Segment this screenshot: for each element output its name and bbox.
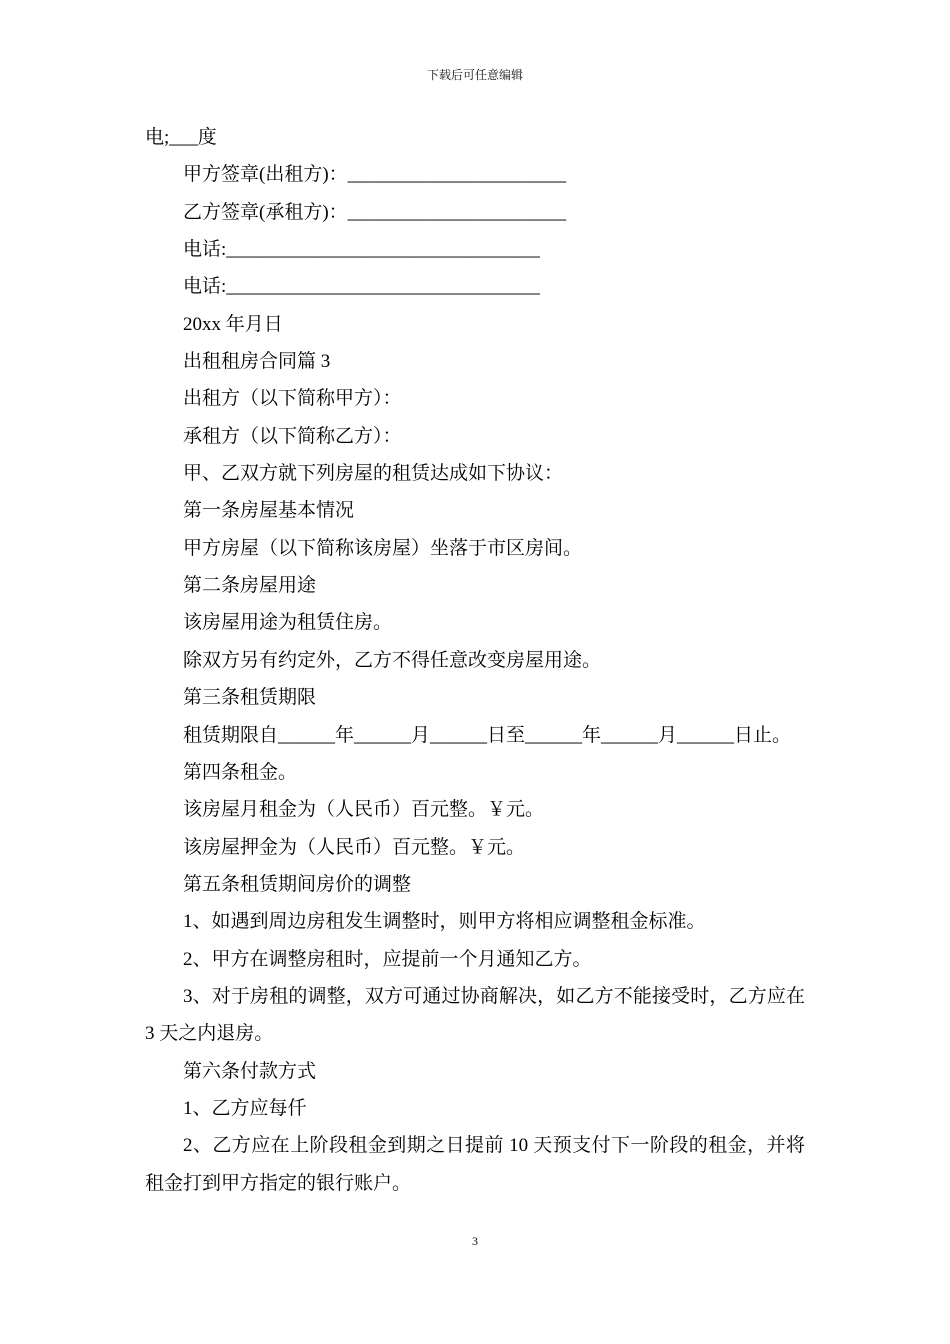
lessor-line: 出租方（以下简称甲方）： xyxy=(183,388,402,410)
article-3-heading: 第三条租赁期限 xyxy=(183,687,317,709)
article-5-item: 2、甲方在调整房租时，应提前一个月通知乙方。 xyxy=(183,948,592,970)
document-body xyxy=(145,119,805,1202)
deposit-line: 该房屋押金为（人民币）百元整。￥元。 xyxy=(183,836,526,858)
lease-term-line: 租赁期限自______年______月______日至______年______月______日止。 xyxy=(183,724,792,746)
agreement-intro: 甲、乙双方就下列房屋的租赁达成如下协议： xyxy=(183,463,564,485)
electricity-reading-line: 电;___度 xyxy=(145,127,217,148)
signing-date: 20xx 年月日 xyxy=(183,313,283,335)
lessee-line: 承租方（以下简称乙方）： xyxy=(183,425,402,447)
article-1-heading: 第一条房屋基本情况 xyxy=(183,500,355,522)
article-1-text: 甲方房屋（以下简称该房屋）坐落于市区房间。 xyxy=(183,537,583,559)
page-number: 3 xyxy=(472,1234,478,1248)
article-5-item: 1、如遇到周边房租发生调整时，则甲方将相应调整租金标准。 xyxy=(183,911,706,933)
monthly-rent-line: 该房屋月租金为（人民币）百元整。￥元。 xyxy=(183,799,545,821)
article-2-text: 除双方另有约定外，乙方不得任意改变房屋用途。 xyxy=(183,649,602,671)
article-5-item-continued: 3 天之内退房。 xyxy=(145,1023,274,1045)
article-4-heading: 第四条租金。 xyxy=(183,761,298,783)
article-2-heading: 第二条房屋用途 xyxy=(183,575,317,597)
party-b-signature-line: 乙方签章(承租方)：_______________________ xyxy=(183,201,567,223)
party-b-phone-line: 电话:_________________________________ xyxy=(183,276,540,298)
article-5-item: 3、对于房租的调整，双方可通过协商解决，如乙方不能接受时，乙方应在 xyxy=(183,985,805,1007)
contract-title: 出租租房合同篇 3 xyxy=(183,351,331,373)
article-2-text: 该房屋用途为租赁住房。 xyxy=(183,612,393,634)
page-header: 下载后可任意编辑 xyxy=(426,68,523,82)
party-a-phone-line: 电话:_________________________________ xyxy=(183,239,540,261)
party-a-signature-line: 甲方签章(出租方)：_______________________ xyxy=(183,164,567,186)
article-6-item: 2、乙方应在上阶段租金到期之日提前 10 天预支付下一阶段的租金，并将 xyxy=(183,1135,805,1157)
article-5-heading: 第五条租赁期间房价的调整 xyxy=(183,873,412,895)
article-6-heading: 第六条付款方式 xyxy=(183,1060,317,1082)
article-6-item-continued: 租金打到甲方指定的银行账户。 xyxy=(145,1172,412,1194)
article-6-item: 1、乙方应每仟 xyxy=(183,1097,307,1119)
